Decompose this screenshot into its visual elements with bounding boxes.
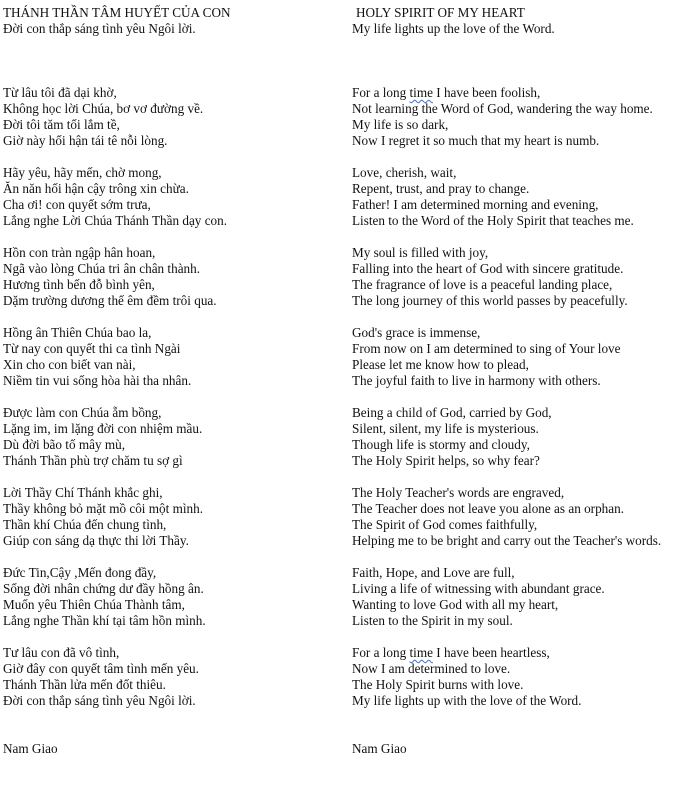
poem-line: Không học lời Chúa, bơ vơ đường về.	[3, 101, 204, 116]
stanza-gap	[352, 629, 670, 645]
stanza	[352, 405, 670, 469]
stanza	[3, 165, 338, 229]
poem-line: The Teacher does not leave you alone as an orphan.	[352, 501, 624, 516]
stanza	[352, 245, 670, 309]
spellcheck-marked-word: time	[409, 645, 433, 660]
vietnamese-poem-column	[3, 5, 338, 757]
stanza	[3, 645, 338, 709]
poem-line: Lặng im, im lặng đời con nhiệm mầu.	[3, 421, 203, 436]
poem-line: Thánh Thần phù trợ chăm tu sợ gì	[3, 453, 183, 468]
stanza-gap	[3, 149, 338, 165]
poem-line: Hồng ân Thiên Chúa bao la,	[3, 325, 152, 340]
stanza-gap	[3, 549, 338, 565]
line-text: For a long	[352, 645, 410, 660]
poem-line: Ăn năn hối hận cậy trông xin chừa.	[3, 181, 189, 196]
stanza-gap	[3, 309, 338, 325]
poem-line: Lắng nghe Thần khí tại tâm hồn mình.	[3, 613, 206, 628]
poem-line: My life is so dark,	[352, 117, 449, 132]
poem-line: Ngã vào lòng Chúa tri ân chân thành.	[3, 261, 201, 276]
poem-line: My soul is filled with joy,	[352, 245, 489, 260]
stanza	[352, 85, 670, 149]
poem-line: Đời con thắp sáng tình yêu Ngôi lời.	[3, 693, 196, 708]
stanza	[352, 485, 670, 549]
stanza	[3, 245, 338, 309]
stanza	[352, 165, 670, 229]
line-text: For a long	[352, 85, 410, 100]
poem-line: The Holy Spirit burns with love.	[352, 677, 524, 692]
poem-line: Hương tình bến đỗ bình yên,	[3, 277, 155, 292]
stanza	[3, 485, 338, 549]
poem-line: The Spirit of God comes faithfully,	[352, 517, 538, 532]
spacer	[3, 37, 338, 85]
poem-line: Falling into the heart of God with sincere gratitude.	[352, 261, 624, 276]
poem-line: Cha ơi! con quyết sớm trưa,	[3, 197, 151, 212]
stanza-gap	[3, 629, 338, 645]
poem-line: Now I am determined to love.	[352, 661, 511, 676]
poem-line: Lời Thầy Chí Thánh khắc ghi,	[3, 485, 163, 500]
poem-line	[352, 645, 670, 661]
poem-line: Listen to the Word of the Holy Spirit that teaches me.	[352, 213, 634, 228]
poem-line: Please let me know how to plead,	[352, 357, 529, 372]
poem-line: Thánh Thần lửa mến đốt thiêu.	[3, 677, 166, 692]
poem-line: Repent, trust, and pray to change.	[352, 181, 530, 196]
stanza	[352, 645, 670, 709]
poem-line	[352, 85, 670, 101]
spellcheck-marked-word: time	[409, 85, 433, 100]
vietnamese-author: Nam Giao	[3, 741, 58, 756]
poem-line: Giúp con sáng dạ thực thi lời Thầy.	[3, 533, 189, 548]
poem-line: Love, cherish, wait,	[352, 165, 457, 180]
english-title: HOLY SPIRIT OF MY HEART	[356, 5, 525, 20]
poem-line: Hãy yêu, hãy mến, chờ mong,	[3, 165, 162, 180]
poem-line: Niềm tin vui sống hòa hài tha nhân.	[3, 373, 192, 388]
poem-line: Not learning the Word of God, wandering the way home.	[352, 101, 653, 116]
poem-line: Đời tôi tăm tối lắm tề,	[3, 117, 120, 132]
poem-line: Được làm con Chúa ẵm bồng,	[3, 405, 162, 420]
stanza-gap	[352, 149, 670, 165]
stanza-gap	[3, 389, 338, 405]
vietnamese-stanzas	[3, 85, 338, 709]
poem-line: Giờ đây con quyết tâm tình mến yêu.	[3, 661, 199, 676]
poem-line: The long journey of this world passes by peacefully.	[352, 293, 628, 308]
stanza-gap	[352, 549, 670, 565]
stanza	[3, 85, 338, 149]
english-poem-column	[352, 5, 670, 757]
poem-line: From now on I am determined to sing of Your love	[352, 341, 621, 356]
stanza	[3, 405, 338, 469]
poem-line: Father! I am determined morning and evening,	[352, 197, 599, 212]
spacer	[352, 37, 670, 85]
english-stanzas	[352, 85, 670, 709]
poem-line: Listen to the Spirit in my soul.	[352, 613, 513, 628]
poem-line: Being a child of God, carried by God,	[352, 405, 552, 420]
line-text: I have been foolish,	[432, 85, 541, 100]
poem-line: Lắng nghe Lời Chúa Thánh Thần dạy con.	[3, 213, 228, 228]
stanza-gap	[352, 229, 670, 245]
poem-line: The Holy Teacher's words are engraved,	[352, 485, 565, 500]
stanza-gap	[3, 229, 338, 245]
poem-line: Now I regret it so much that my heart is numb.	[352, 133, 600, 148]
stanza	[3, 565, 338, 629]
spacer	[3, 709, 338, 741]
poem-line: Dặm trường dương thế êm đềm trôi qua.	[3, 293, 217, 308]
poem-line: Muốn yêu Thiên Chúa Thành tâm,	[3, 597, 185, 612]
poem-line: Though life is stormy and cloudy,	[352, 437, 530, 452]
poem-line: My life lights up with the love of the Word.	[352, 693, 582, 708]
poem-line: Từ lâu tôi đã dại khờ,	[3, 85, 117, 100]
stanza	[3, 325, 338, 389]
poem-line: Living a life of witnessing with abundant grace.	[352, 581, 605, 596]
spacer	[352, 709, 670, 741]
poem-line: Từ nay con quyết thi ca tình Ngài	[3, 341, 181, 356]
poem-line: Xin cho con biết van nài,	[3, 357, 136, 372]
stanza	[352, 565, 670, 629]
poem-line: Thần khí Chúa đến chung tình,	[3, 517, 167, 532]
stanza	[352, 325, 670, 389]
poem-line: Sống đời nhân chứng dư đầy hồng ân.	[3, 581, 204, 596]
vietnamese-title: THÁNH THẦN TÂM HUYẾT CỦA CON	[3, 5, 231, 20]
poem-line: The Holy Spirit helps, so why fear?	[352, 453, 540, 468]
poem-line: The fragrance of love is a peaceful landing place,	[352, 277, 613, 292]
vietnamese-intro-line: Đời con thắp sáng tình yêu Ngôi lời.	[3, 21, 196, 36]
poem-line: God's grace is immense,	[352, 325, 481, 340]
poem-line: Tư lâu con đã vô tình,	[3, 645, 120, 660]
poem-line: Giờ này hối hận tái tê nỗi lòng.	[3, 133, 168, 148]
poem-line: The joyful faith to live in harmony with others.	[352, 373, 601, 388]
poem-line: Silent, silent, my life is mysterious.	[352, 421, 539, 436]
poem-line: Hồn con tràn ngập hân hoan,	[3, 245, 156, 260]
stanza-gap	[352, 389, 670, 405]
poem-line: Đức Tin,Cậy ,Mến đong đầy,	[3, 565, 157, 580]
stanza-gap	[3, 469, 338, 485]
poem-line: Faith, Hope, and Love are full,	[352, 565, 515, 580]
english-author: Nam Giao	[352, 741, 407, 756]
line-text: I have been heartless,	[432, 645, 550, 660]
english-intro-line: My life lights up the love of the Word.	[352, 21, 555, 36]
poem-line: Wanting to love God with all my heart,	[352, 597, 559, 612]
stanza-gap	[352, 469, 670, 485]
stanza-gap	[352, 309, 670, 325]
poem-line: Thầy không bỏ mặt mồ côi một mình.	[3, 501, 203, 516]
poem-line: Helping me to be bright and carry out the Teacher's words.	[352, 533, 662, 548]
poem-line: Dù đời bão tố mây mù,	[3, 437, 125, 452]
